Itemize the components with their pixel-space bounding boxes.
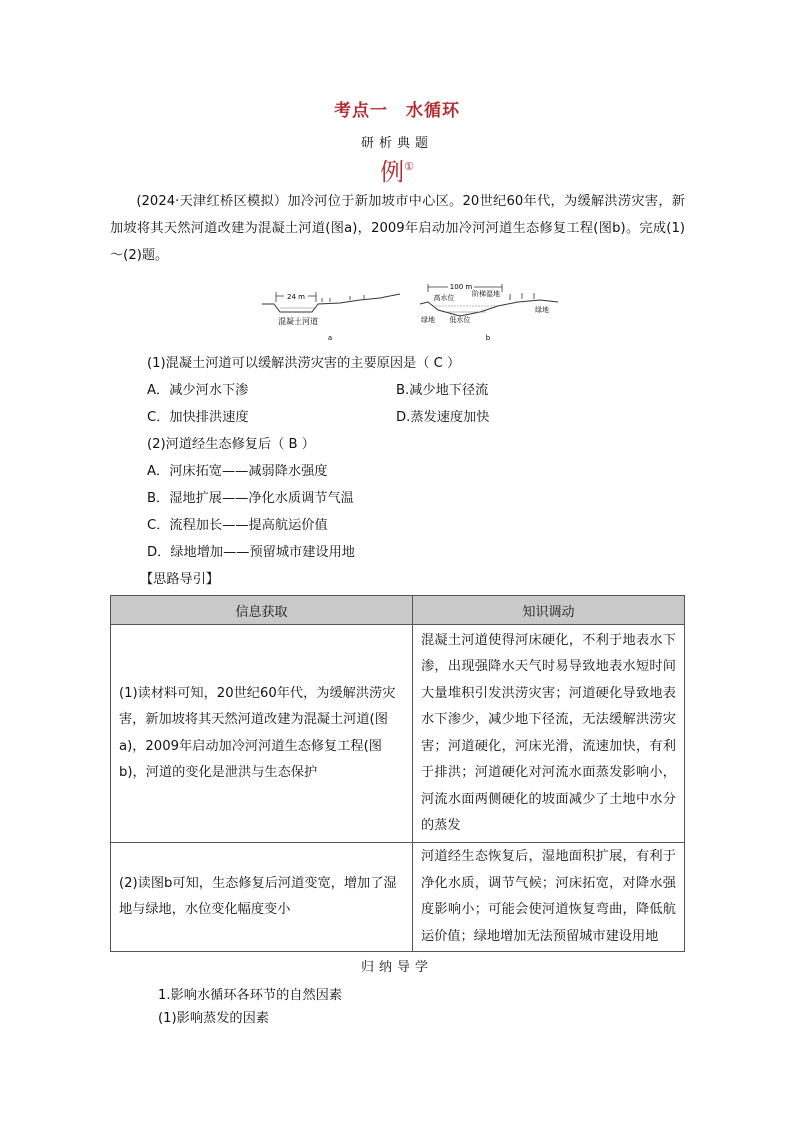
induction-heading: 归纳导学 <box>360 960 433 975</box>
example-heading <box>0 152 794 187</box>
figure-a-caption: a <box>327 334 333 342</box>
guide-heading: 【思路导引】 <box>140 572 220 587</box>
figure-a <box>262 291 400 342</box>
example-label: 例 <box>380 158 405 186</box>
figure-b <box>420 282 558 342</box>
figure-b-wetland: 阶梯湿地 <box>472 290 500 298</box>
section-title: 考点一 水循环 <box>334 101 460 121</box>
figure-b-green-right: 绿地 <box>535 306 549 314</box>
table-cell-info: (1)读材料可知，20世纪60年代，为缓解洪涝灾害，新加坡将其天然河道改建为混凝土河道(图a)，2009年启动加冷河河道生态修复工程(图b)，河道的变化是泄洪与生态保护 <box>111 625 413 843</box>
question-2-option-b: B．湿地扩展——净化水质调节气温 <box>147 491 354 506</box>
question-2-option-d: D．绿地增加——预留城市建设用地 <box>147 545 355 560</box>
figure-b-width-label: 100 m <box>449 283 473 291</box>
question-1-option-a: A．减少河水下渗 <box>147 383 249 398</box>
figure-b-low-water: 低水位 <box>449 316 471 324</box>
river-cross-section-figure <box>260 278 560 348</box>
intro-paragraph: (2024·天津红桥区模拟）加冷河位于新加坡市中心区。20世纪60年代，为缓解洪涝灾害，新加坡将其天然河道改建为混凝土河道(图a)，2009年启动加冷河河道生态修复工程(图b)。完成(1)～(2)题。 <box>110 194 685 263</box>
question-2-option-a: A．河床拓宽——减弱降水强度 <box>147 464 328 479</box>
question-2-stem: (2)河道经生态修复后（ B ） <box>147 437 315 452</box>
question-1-stem: (1)混凝土河道可以缓解洪涝灾害的主要原因是（ C ） <box>147 356 461 371</box>
subsection-heading: 研析典题 <box>360 136 433 151</box>
table-cell-info: (2)读图b可知，生态修复后河道变宽，增加了湿地与绿地，水位变化幅度变小 <box>111 843 413 952</box>
figure-a-width-label: 24 m <box>287 293 305 301</box>
table-header-knowledge: 知识调动 <box>413 596 685 625</box>
table-header-row <box>111 596 685 625</box>
table-cell-knowledge: 混凝土河道使得河床硬化，不利于地表水下渗，出现强降水天气时易导致地表水短时间大量堆积引发洪涝灾害；河道硬化导致地表水下渗少，减少地下径流，无法缓解洪涝灾害；河道硬化，河床光滑，流速加快，有利于排洪；河道硬化对河流水面蒸发影响小，河流水面两侧硬化的坡面减少了土地中水分的蒸发 <box>413 625 685 843</box>
example-mark: ① <box>404 160 414 173</box>
figure-b-high-water: 高水位 <box>433 294 455 302</box>
question-2-option-c: C．流程加长——提高航运价值 <box>147 518 328 533</box>
table-row <box>111 625 685 843</box>
table-row <box>111 843 685 952</box>
question-1-option-d: D.蒸发速度加快 <box>396 410 490 425</box>
point-1-1-heading: (1)影响蒸发的因素 <box>158 1011 269 1026</box>
question-1-option-c: C．加快排洪速度 <box>147 410 249 425</box>
figure-a-channel-label: 混凝土河道 <box>278 317 318 326</box>
table-header-info: 信息获取 <box>111 596 413 625</box>
table-cell-knowledge: 河道经生态恢复后，湿地面积扩展，有利于净化水质，调节气候；河床拓宽，对降水强度影响小；可能会使河道恢复弯曲，降低航运价值；绿地增加无法预留城市建设用地 <box>413 843 685 952</box>
question-1-option-b: B.减少地下径流 <box>396 383 489 398</box>
reasoning-guide-table <box>110 595 685 952</box>
figure-b-green-left: 绿地 <box>421 316 435 324</box>
figure-b-caption: b <box>485 334 491 342</box>
point-1-heading: 1.影响水循环各环节的自然因素 <box>158 988 343 1003</box>
